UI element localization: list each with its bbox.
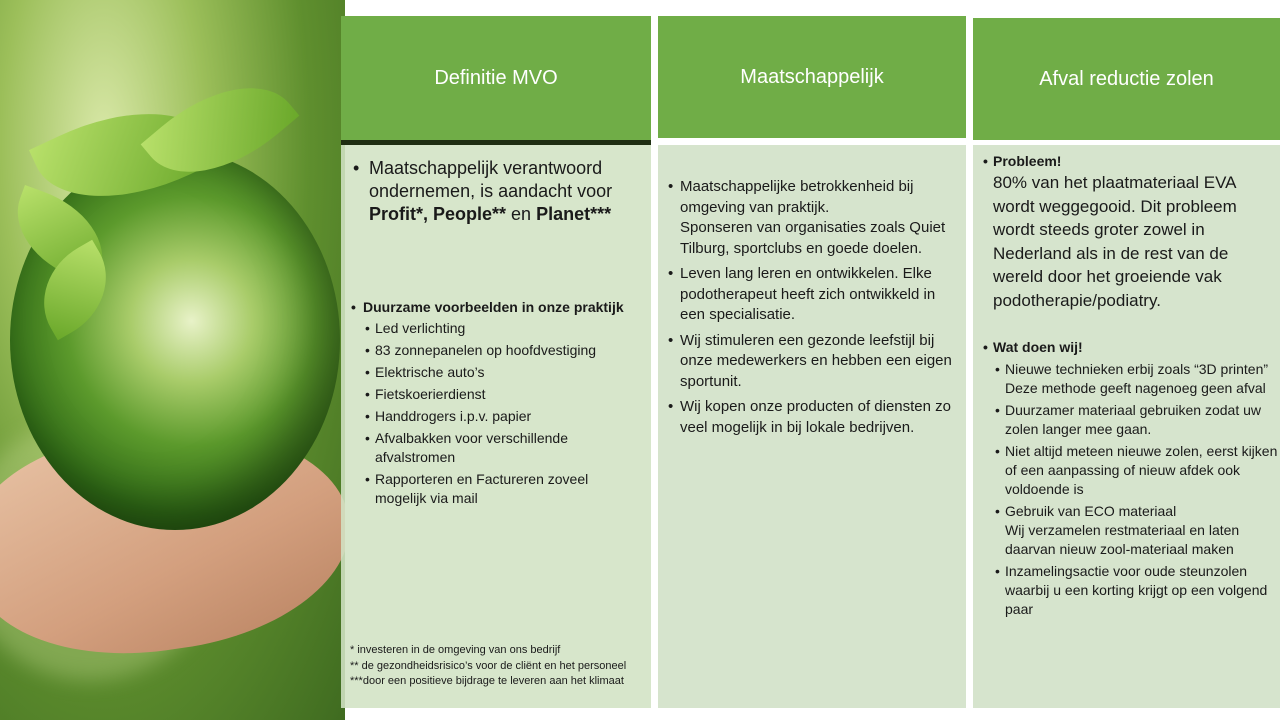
column-social bbox=[658, 0, 966, 720]
list-item: • Rapporteren en Factureren zoveel mogelijk via mail bbox=[375, 470, 643, 508]
footnote: * investeren in de omgeving van ons bedrijf bbox=[350, 644, 561, 656]
list-item: • Afvalbakken voor verschillende afvalstromen bbox=[375, 429, 643, 467]
list-item: • Wij stimuleren een gezonde leefstijl bij onze medewerkers en hebben een eigen sportunit. bbox=[680, 331, 960, 393]
mvo-profit-people: Profit*, People** bbox=[369, 204, 507, 224]
column-mvo-body bbox=[341, 145, 651, 708]
list-item: • Fietskoerierdienst bbox=[375, 385, 643, 404]
list-item: • Inzamelingsactie voor oude steunzolen waarbij u een korting krijgt op een volgend paar bbox=[1005, 562, 1278, 619]
actions-heading: • Wat doen wij! bbox=[993, 338, 1278, 356]
problem-text: 80% van het plaatmateriaal EVA wordt weggegooid. Dit probleem wordt steeds groter zowel in Nederland als in de rest van de wereld door het groeiende vak podotherapie/podiatry. bbox=[993, 173, 1237, 310]
list-item: • Nieuwe technieken erbij zoals “3D printen” Deze methode geeft nagenoeg geen afval bbox=[1005, 360, 1278, 398]
column-social-body bbox=[658, 145, 966, 708]
footnote: ***door een positieve bijdrage te leveren aan het klimaat bbox=[350, 675, 624, 687]
globe-hand-photo bbox=[0, 0, 345, 720]
mvo-definition-text: Maatschappelijk verantwoord ondernemen, is aandacht voor bbox=[369, 158, 613, 201]
column-waste bbox=[973, 0, 1280, 720]
mvo-and: en bbox=[506, 204, 537, 224]
actions-list bbox=[1005, 360, 1278, 619]
column-waste-header: Afval reductie zolen bbox=[973, 18, 1280, 140]
list-item: • Maatschappelijke betrokkenheid bij omgeving van praktijk. Sponseren van organisaties zoals Quiet Tilburg, sportclubs en goede doelen. bbox=[680, 177, 960, 259]
list-item: • 83 zonnepanelen op hoofdvestiging bbox=[375, 341, 643, 360]
footnote: ** de gezondheidsrisico’s voor de cliënt en het personeel bbox=[350, 659, 627, 672]
footnotes bbox=[350, 643, 626, 690]
mvo-definition bbox=[369, 157, 639, 226]
column-waste-body bbox=[973, 145, 1280, 708]
mvo-planet: Planet*** bbox=[536, 204, 612, 224]
list-item: • Gebruik van ECO materiaal Wij verzamelen restmateriaal en laten daarvan nieuw zool-materiaal maken bbox=[1005, 502, 1278, 559]
list-item: • Wij kopen onze producten of diensten zo veel mogelijk in bij lokale bedrijven. bbox=[680, 397, 960, 438]
list-item: • Niet altijd meteen nieuwe zolen, eerst kijken of een aanpassing of nieuw afdek ook voldoende is bbox=[1005, 442, 1278, 499]
column-mvo-header: Definitie MVO bbox=[341, 16, 651, 140]
column-social-header: Maatschappelijk bbox=[658, 16, 966, 138]
list-item: • Led verlichting bbox=[375, 319, 643, 338]
sustainable-examples bbox=[363, 297, 643, 511]
list-item: • Duurzamer materiaal gebruiken zodat uw zolen langer mee gaan. bbox=[1005, 401, 1278, 439]
social-list bbox=[680, 177, 960, 443]
list-item: • Handdrogers i.p.v. papier bbox=[375, 407, 643, 426]
mvo-definition-item bbox=[369, 157, 639, 226]
column-mvo bbox=[341, 0, 651, 720]
sustainable-examples-list bbox=[375, 319, 643, 508]
sustainable-examples-heading: • Duurzame voorbeelden in onze praktijk bbox=[363, 297, 643, 317]
list-item: • Elektrische auto’s bbox=[375, 363, 643, 382]
problem-heading: • Probleem! bbox=[993, 152, 1278, 170]
waste-content bbox=[993, 152, 1278, 622]
list-item: • Leven lang leren en ontwikkelen. Elke podotherapeut heeft zich ontwikkeld in een specialisatie. bbox=[680, 264, 960, 326]
